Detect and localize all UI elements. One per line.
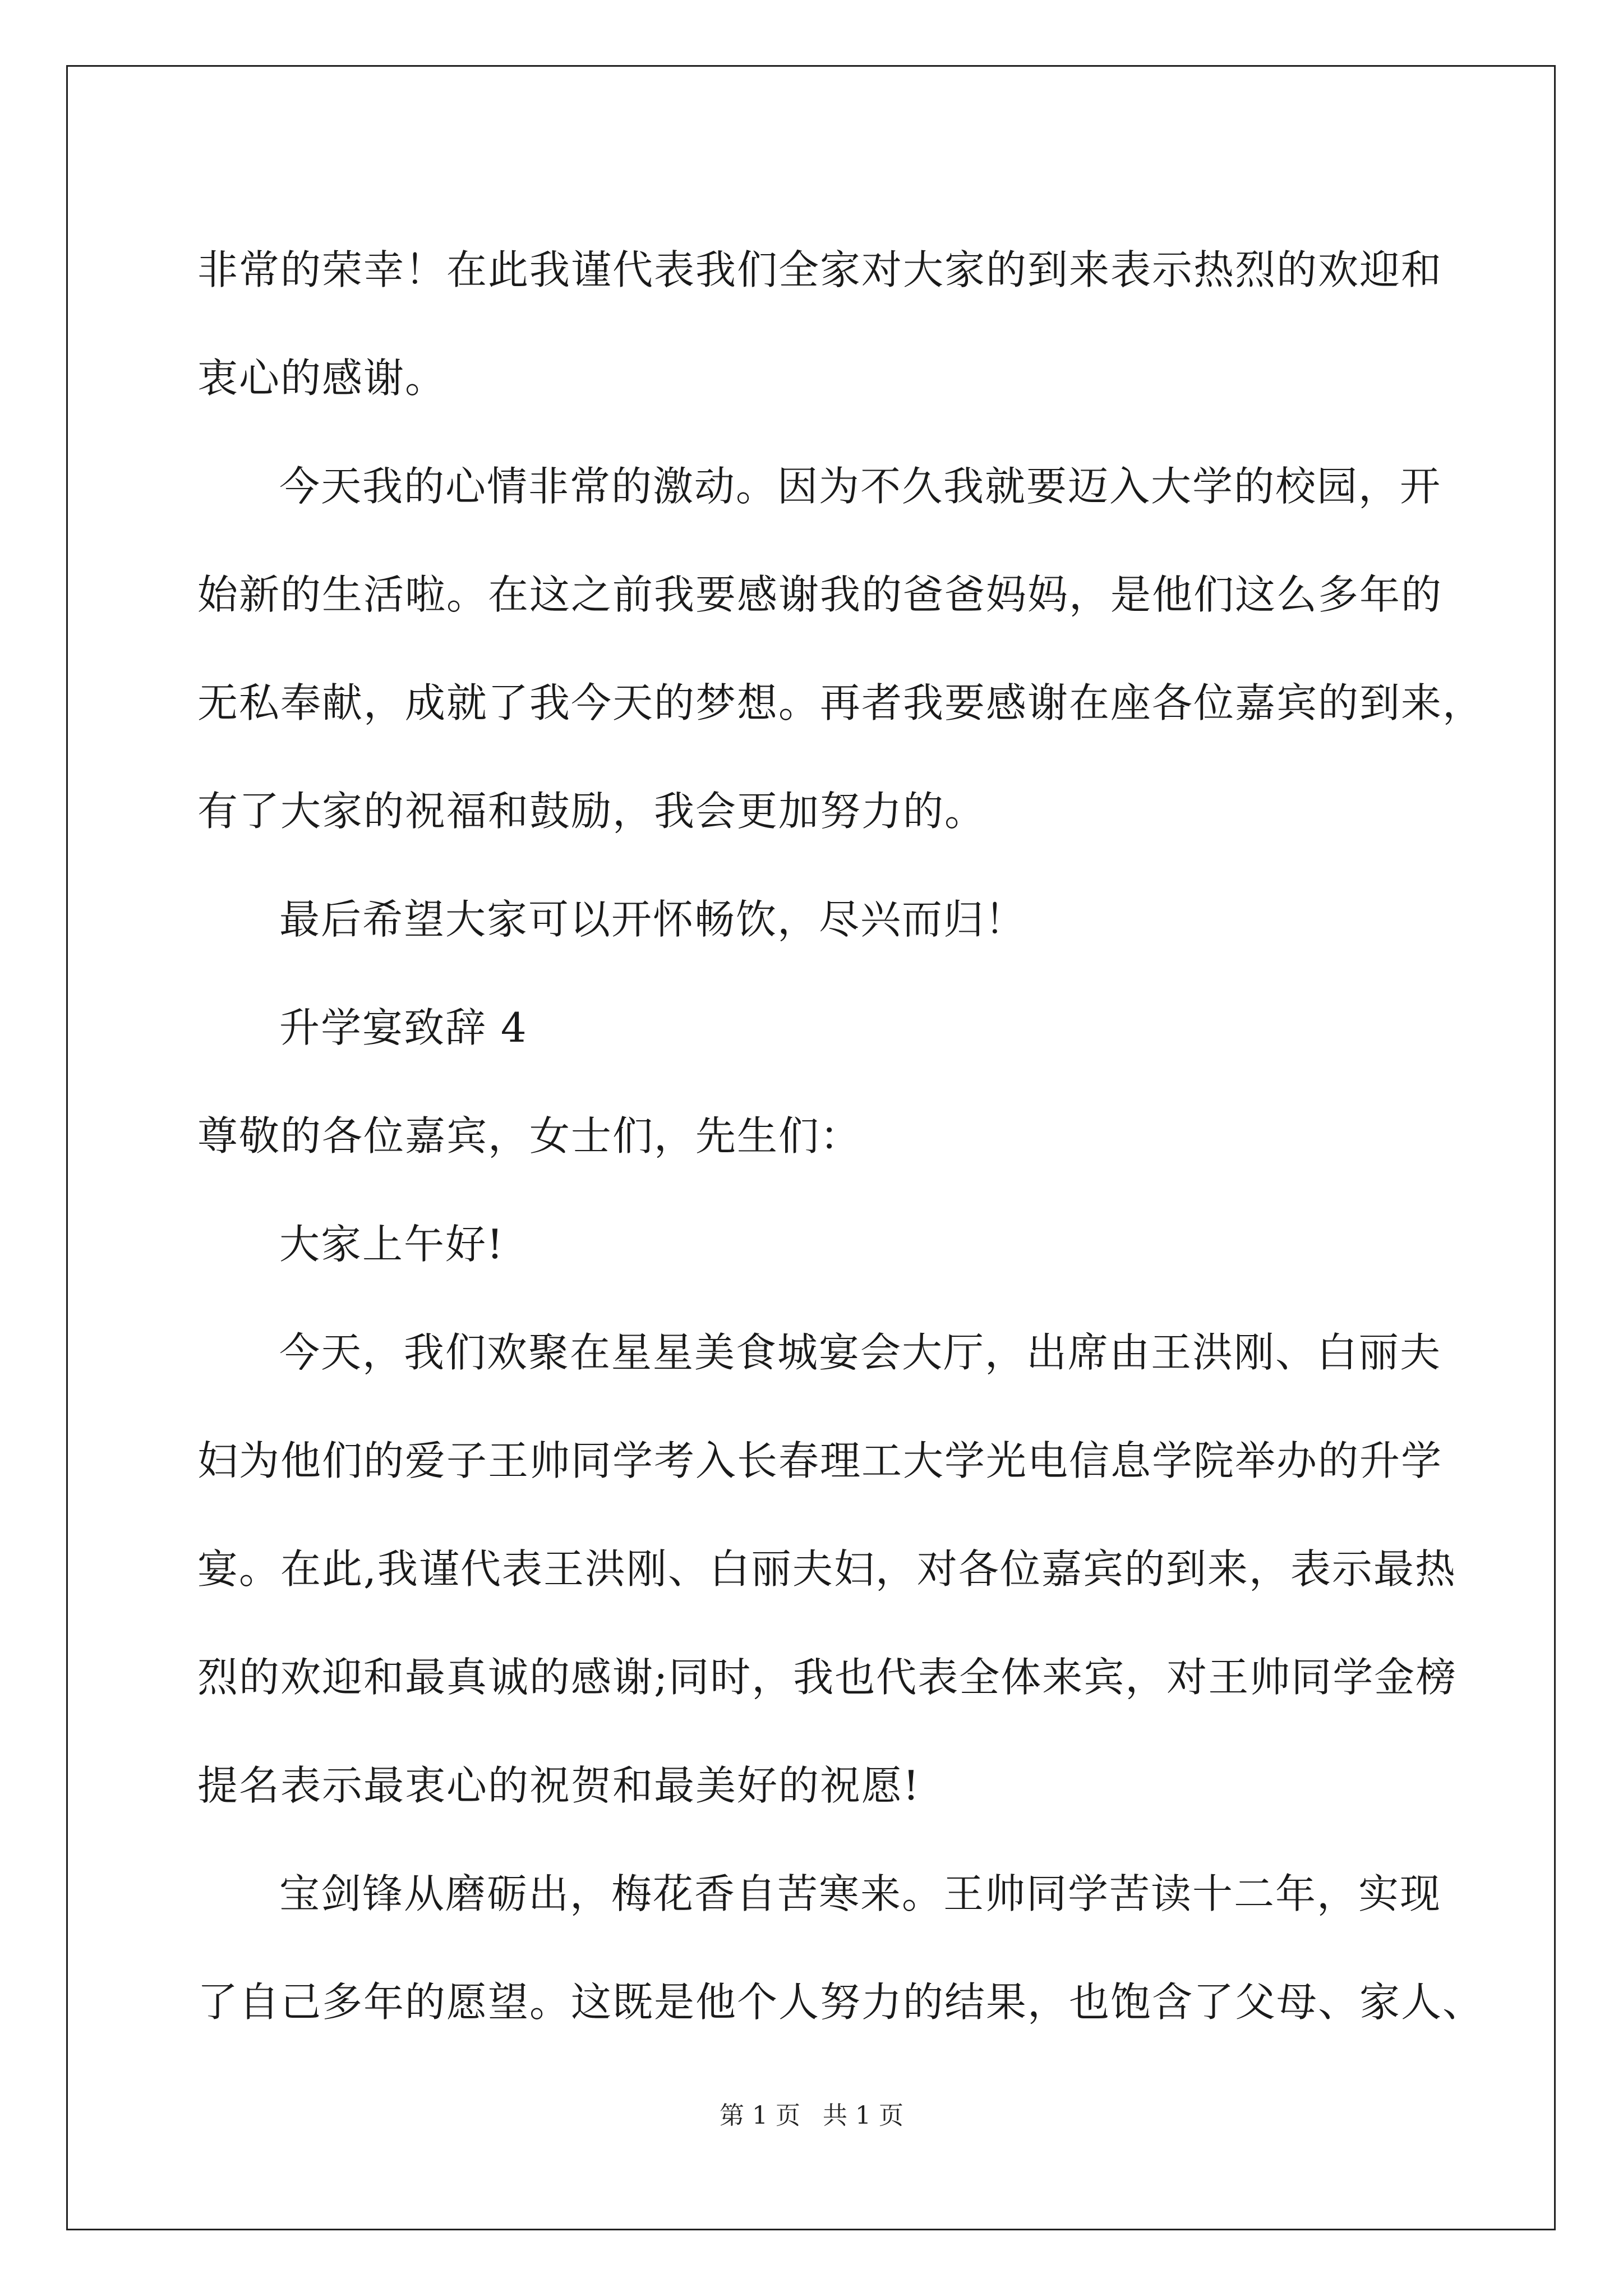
text-line: 无私奉献，成就了我今天的梦想。再者我要感谢在座各位嘉宾的到来， xyxy=(197,679,1484,726)
document-body xyxy=(197,216,1484,2056)
text-line: 烈的欢迎和最真诚的感谢;同时，我也代表全体来宾，对王帅同学金榜 xyxy=(197,1654,1458,1701)
text-line: 宴。在此,我谨代表王洪刚、白丽夫妇，对各位嘉宾的到来，表示最热 xyxy=(197,1545,1456,1593)
text-line: 宝剑锋从磨砺出，梅花香自苦寒来。王帅同学苦读十二年，实现 xyxy=(279,1870,1442,1917)
page-footer xyxy=(0,2099,1623,2133)
text-line: 最后希望大家可以开怀畅饮，尽兴而归！ xyxy=(279,896,1027,943)
section-heading: 升学宴致辞 4 xyxy=(279,1004,528,1051)
text-line: 有了大家的祝福和鼓励，我会更加努力的。 xyxy=(197,788,986,835)
page-number: 第 1 页 xyxy=(720,2101,800,2130)
text-line: 了自己多年的愿望。这既是他个人努力的结果，也饱含了父母、家人、 xyxy=(197,1978,1484,2026)
text-line: 始新的生活啦。在这之前我要感谢我的爸爸妈妈，是他们这么多年的 xyxy=(197,571,1443,618)
text-line: 今天，我们欢聚在星星美食城宴会大厅，出席由王洪刚、白丽夫 xyxy=(279,1329,1442,1376)
text-line: 提名表示最衷心的祝贺和最美好的祝愿! xyxy=(197,1762,920,1809)
page-total: 共 1 页 xyxy=(823,2101,903,2130)
greeting: 大家上午好! xyxy=(279,1221,504,1268)
text-line: 衷心的感谢。 xyxy=(197,355,447,402)
salutation: 尊敬的各位嘉宾，女士们，先生们： xyxy=(197,1112,862,1159)
text-line: 今天我的心情非常的激动。因为不久我就要迈入大学的校园，开 xyxy=(279,463,1442,510)
text-line: 妇为他们的爱子王帅同学考入长春理工大学光电信息学院举办的升学 xyxy=(197,1437,1443,1484)
text-line: 非常的荣幸！在此我谨代表我们全家对大家的到来表示热烈的欢迎和 xyxy=(197,246,1443,293)
